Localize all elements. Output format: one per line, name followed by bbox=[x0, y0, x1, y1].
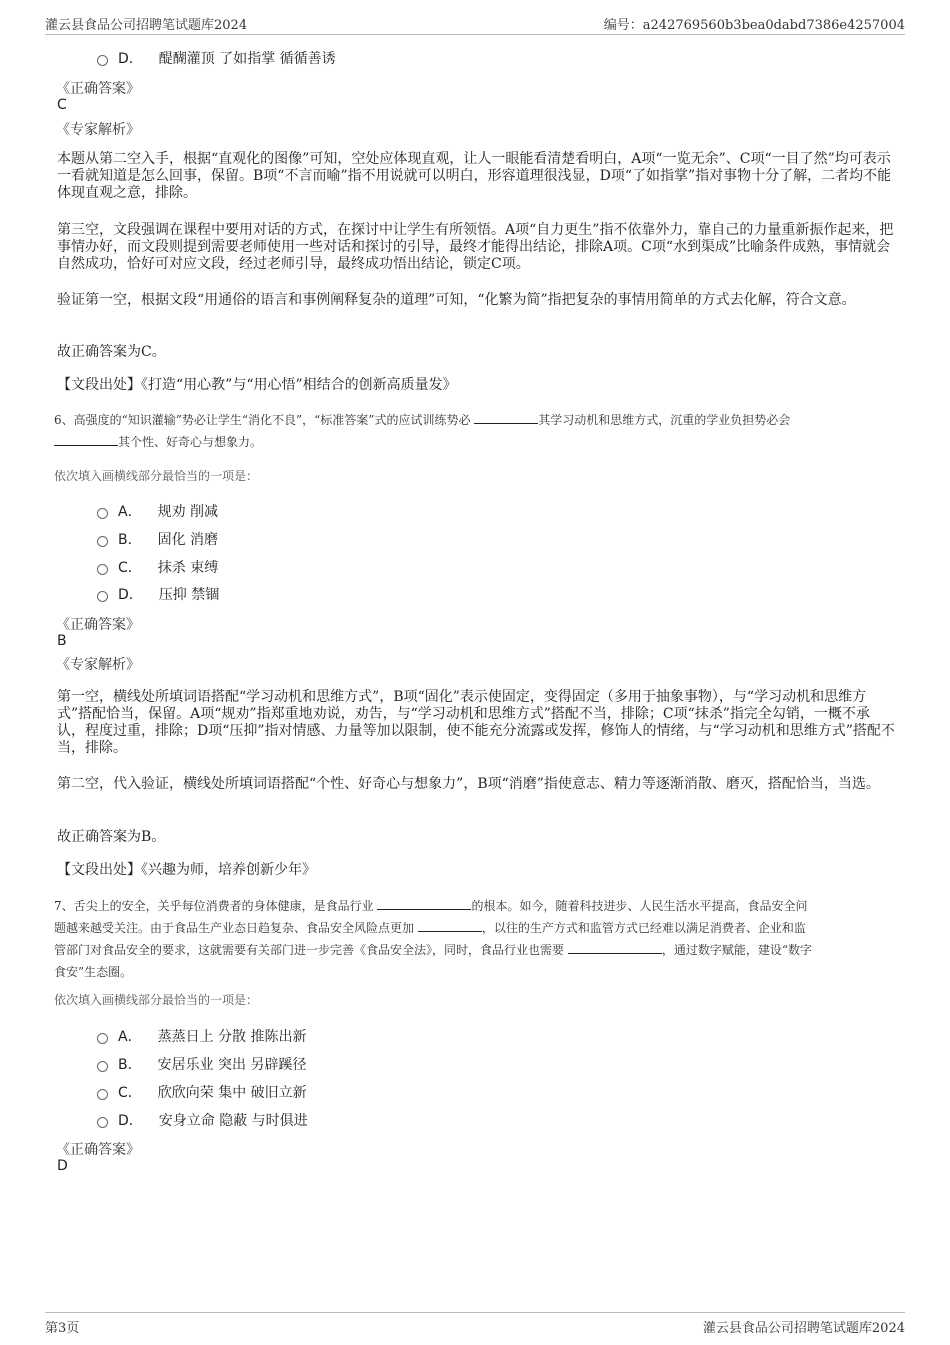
stem-text: 题越来越受关注。由于食品生产业态日趋复杂、食品安全风险点更加 bbox=[54, 921, 418, 935]
option-text: 压抑 禁锢 bbox=[158, 587, 220, 603]
option-letter: B． bbox=[118, 532, 142, 548]
fill-blank bbox=[418, 919, 482, 932]
page-number: 第3页 bbox=[45, 1321, 80, 1336]
analysis-paragraph: 第一空，横线处所填词语搭配“学习动机和思维方式”，B项“固化”表示使固定，变得固定（多用于抽象事物），与“学习动机和思维方式”搭配恰当，保留。A项“规劝”指郑重地劝说，劝告，与“学习动机和思维方式”搭配不当，排除；C项“抹杀”指完全勾销，一概不承认，程度过重，排除；D项“压抑”指对情感、力量等加以限制，使不能充分流露或发挥，修饰人的情绪，与“学习动机和思维方式”搭配不当，排除。 bbox=[57, 689, 895, 756]
analysis-conclusion: 故正确答案为B。 bbox=[57, 829, 166, 845]
radio-icon[interactable] bbox=[97, 1061, 108, 1072]
analysis-label: 《专家解析》 bbox=[56, 657, 140, 673]
footer-title: 灌云县食品公司招聘笔试题库2024 bbox=[702, 1321, 905, 1336]
stem-text: 管部门对食品安全的要求，这就需要有关部门进一步完善《食品安全法》，同时，食品行业也需要 bbox=[54, 943, 568, 957]
radio-icon[interactable] bbox=[97, 55, 108, 66]
analysis-paragraph: 验证第一空，根据文段“用通俗的语言和事例阐释复杂的道理”可知，“化繁为简”指把复杂的事情用简单的方式去化解，符合文意。 bbox=[57, 292, 856, 308]
option-text: 抹杀 束缚 bbox=[157, 560, 219, 576]
option-letter: C． bbox=[118, 1085, 142, 1101]
option-text: 欣欣向荣 集中 破旧立新 bbox=[157, 1085, 307, 1101]
option-text: 安居乐业 突出 另辟蹊径 bbox=[157, 1057, 307, 1073]
q7-option-c[interactable] bbox=[97, 1082, 307, 1102]
stem-text: 6、高强度的“知识灌输”势必让学生“消化不良”，“标准答案”式的应试训练势必 bbox=[54, 413, 475, 427]
source-citation: 【文段出处】《兴趣为师，培养创新少年》 bbox=[57, 862, 316, 878]
answer-label: 《正确答案》 bbox=[56, 617, 140, 633]
page-header bbox=[45, 14, 905, 35]
question-prompt: 依次填入画横线部分最恰当的一项是： bbox=[54, 993, 259, 1007]
option-letter: A． bbox=[118, 504, 142, 520]
source-citation: 【文段出处】《打造“用心教”与“用心悟”相结合的创新高质量发》 bbox=[57, 377, 457, 393]
stem-text: ，以往的生产方式和监管方式已经难以满足消费者、企业和监 bbox=[481, 921, 806, 935]
fill-blank bbox=[377, 897, 471, 910]
option-letter: D． bbox=[118, 587, 143, 603]
q5-option-d[interactable] bbox=[97, 48, 336, 68]
radio-icon[interactable] bbox=[97, 1117, 108, 1128]
answer-value: D bbox=[57, 1158, 68, 1174]
header-code: 编号：a242769560b3bea0dabd7386e4257004 bbox=[603, 18, 905, 33]
header-title: 灌云县食品公司招聘笔试题库2024 bbox=[45, 18, 248, 33]
analysis-paragraph: 本题从第二空入手，根据“直观化的图像”可知，空处应体现直观，让人一眼能看清楚看明白，A项“一览无余”、C项“一目了然”均可表示一看就知道是怎么回事，保留。B项“不言而喻”指不用说就可以明白，形容道理很浅显，D项“了如指掌”指对事物十分了解，二者均不能体现直观之意，排除。 bbox=[57, 151, 892, 201]
option-text: 醍醐灌顶 了如指掌 循循善诱 bbox=[158, 51, 336, 67]
q7-option-a[interactable] bbox=[97, 1026, 306, 1046]
page-footer bbox=[45, 1312, 905, 1336]
option-text: 固化 消磨 bbox=[157, 532, 219, 548]
option-letter: B． bbox=[118, 1057, 142, 1073]
option-letter: D． bbox=[118, 51, 143, 67]
analysis-label: 《专家解析》 bbox=[56, 122, 140, 138]
radio-icon[interactable] bbox=[97, 591, 108, 602]
q7-option-d[interactable] bbox=[97, 1110, 308, 1130]
q6-option-a[interactable] bbox=[97, 501, 218, 521]
option-text: 安身立命 隐蔽 与时俱进 bbox=[158, 1113, 308, 1129]
stem-text: 7、舌尖上的安全，关乎每位消费者的身体健康，是食品行业 bbox=[54, 899, 378, 913]
option-letter: D． bbox=[118, 1113, 143, 1129]
answer-label: 《正确答案》 bbox=[56, 81, 140, 97]
stem-text: 其个性、好奇心与想象力。 bbox=[118, 435, 263, 449]
question-prompt: 依次填入画横线部分最恰当的一项是： bbox=[54, 469, 259, 483]
radio-icon[interactable] bbox=[97, 1033, 108, 1044]
analysis-paragraph: 第三空，文段强调在课程中要用对话的方式，在探讨中让学生有所领悟。A项“自力更生”指不依靠外力，靠自己的力量重新振作起来，把事情办好，而文段则提到需要老师使用一些对话和探讨的引导，最终才能得出结论，排除A项。C项“水到渠成”比喻条件成熟，事情就会自然成功，恰好可对应文段，经过老师引导，最终成功悟出结论，锁定C项。 bbox=[57, 222, 894, 272]
radio-icon[interactable] bbox=[97, 508, 108, 519]
question-stem bbox=[54, 409, 900, 453]
option-text: 蒸蒸日上 分散 推陈出新 bbox=[157, 1029, 307, 1045]
analysis-paragraph: 第二空，代入验证，横线处所填词语搭配“个性、好奇心与想象力”，B项“消磨”指使意志、精力等逐渐消散、磨灭，搭配恰当，当选。 bbox=[57, 776, 880, 792]
radio-icon[interactable] bbox=[97, 564, 108, 575]
stem-text: 的根本。如今，随着科技进步、人民生活水平提高，食品安全问 bbox=[471, 899, 808, 913]
option-letter: A． bbox=[118, 1029, 142, 1045]
answer-value: B bbox=[57, 633, 67, 649]
q6-option-c[interactable] bbox=[97, 557, 218, 577]
answer-value: C bbox=[57, 97, 67, 113]
fill-blank bbox=[568, 941, 662, 954]
question-stem bbox=[54, 895, 900, 983]
answer-label: 《正确答案》 bbox=[56, 1142, 140, 1158]
fill-blank bbox=[54, 433, 118, 446]
stem-text: 其学习动机和思维方式，沉重的学业负担势必会 bbox=[538, 413, 791, 427]
analysis-conclusion: 故正确答案为C。 bbox=[57, 344, 166, 360]
radio-icon[interactable] bbox=[97, 536, 108, 547]
option-letter: C． bbox=[118, 560, 142, 576]
stem-text: ，通过数字赋能，建设“数字 bbox=[661, 943, 812, 957]
fill-blank bbox=[474, 411, 538, 424]
stem-text: 食安”生态圈。 bbox=[54, 965, 133, 979]
q6-option-b[interactable] bbox=[97, 529, 218, 549]
q6-option-d[interactable] bbox=[97, 584, 219, 604]
radio-icon[interactable] bbox=[97, 1089, 108, 1100]
q7-option-b[interactable] bbox=[97, 1054, 307, 1074]
option-text: 规劝 削减 bbox=[157, 504, 219, 520]
